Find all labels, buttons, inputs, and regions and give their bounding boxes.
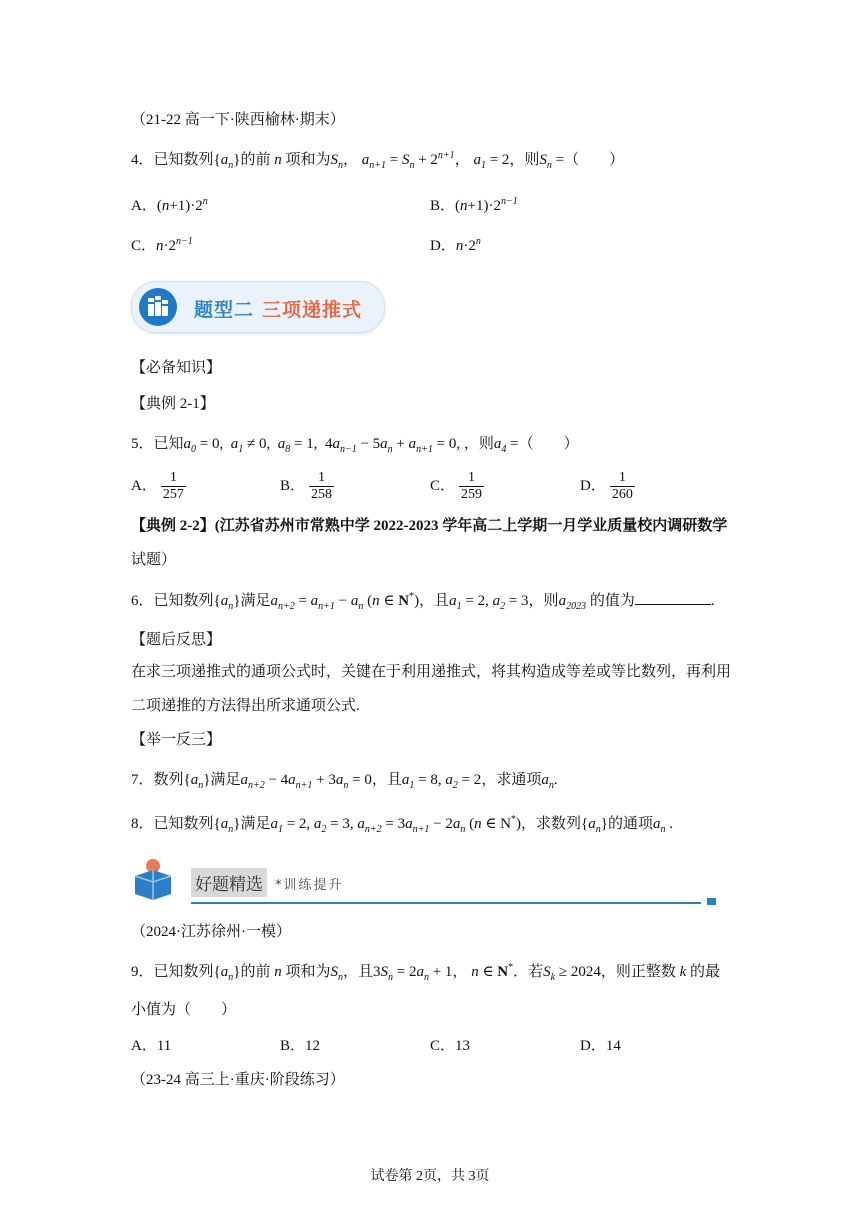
section-sublabel: *训练提升 [275,878,344,893]
option-d[interactable]: D． $\frac{1}{260}$ [580,470,633,502]
reflection-text: 在求三项递推式的通项公式时，关键在于利用递推式，将其构造成等差或等比数列，再利用 [131,664,732,680]
box-icon [131,856,181,902]
option-a[interactable]: A． $\frac{1}{257}$ [131,470,184,502]
answer-blank[interactable] [635,590,711,605]
option-b[interactable]: B．$(n+1)\cdot 2^{n-1}$ [430,196,518,214]
option-c[interactable]: C．$n\cdot 2^{n-1}$ [131,236,193,254]
question-source: （21-22 高一下·陕西榆林·期末） [131,112,345,128]
must-know-heading: 【必备知识】 [131,360,222,376]
option-b[interactable]: B．12 [280,1038,321,1054]
question-8: 8．已知数列$\{a_n\}$满足$a_1 = 2$, $a_2 = 3$, $a_{n+2} = 3a_{n+1} - 2a_n$ (n ∈ N*)，求数列$\{a_n\}$的通项$a_n$ . [131,814,673,835]
page-footer: 试卷第 2页，共 3页 [370,1169,490,1184]
section-banner-type2 [131,281,385,333]
question-7: 7．数列$\{a_n\}$满足$a_{n+2} - 4a_{n+1} + 3a_n = 0$，且$a_1 = 8$, $a_2 = 2$，求通项$a_n$. [131,772,558,791]
example-2-2-source: 试题） [131,552,177,568]
extend-heading: 【举一反三】 [131,732,222,748]
option-b[interactable]: B． $\frac{1}{258}$ [280,470,333,502]
question-source: （2024·江苏徐州·一模） [131,924,291,940]
section-banner-practice [131,856,716,906]
banner-title: 题型二 三项递推式 [194,299,363,321]
question-9: 9．已知数列$\{a_n\}$的前 n 项和为$S_n$，且$3S_n = 2a_n + 1$， n ∈ N*．若$S_k \ge 2024$，则正整数 k 的最 [131,962,721,983]
option-c[interactable]: C．13 [430,1038,471,1054]
books-icon [139,288,177,326]
option-c[interactable]: C． $\frac{1}{259}$ [430,470,483,502]
question-6: 6．已知数列$\{a_n\}$满足$a_{n+2} = a_{n+1} - a_n$ (n ∈ N*)，且$a_1 = 2$, $a_2 = 3$，则$a_{2023}$ 的值为 . [131,591,715,612]
option-a[interactable]: A．$(n+1)\cdot 2^n$ [131,196,208,214]
question-4: 4．已知数列$\{a_n\}$的前 n 项和为$S_n$， $a_{n+1} = S_n + 2^{n+1}$， $a_1 = 2$，则$S_n$ =（ ） [131,150,625,171]
question-source: （23-24 高三上·重庆·阶段练习） [131,1072,345,1088]
option-d[interactable]: D．$n\cdot 2^n$ [430,236,481,254]
divider-marker [707,898,716,905]
section-label: 好题精选 [191,868,267,897]
reflection-heading: 【题后反思】 [131,632,222,648]
question-5: 5．已知$a_0 = 0$, $a_1 \ne 0$, $a_8 = 1$, $4a_{n-1} - 5a_n + a_{n+1} = 0$, ，则$a_4$ =（ ） [131,436,579,455]
reflection-text: 二项递推的方法得出所求通项公式. [131,698,360,714]
example-2-1-heading: 【典例 2-1】 [131,396,215,412]
option-d[interactable]: D．14 [580,1038,621,1054]
divider [191,902,701,904]
question-9-cont: 小值为（ ） [131,1002,237,1018]
example-2-2-heading: 【典例 2-2】(江苏省苏州市常熟中学 2022-2023 学年高二上学期一月学业质量校内调研数学 [131,518,728,534]
option-a[interactable]: A．11 [131,1038,172,1054]
